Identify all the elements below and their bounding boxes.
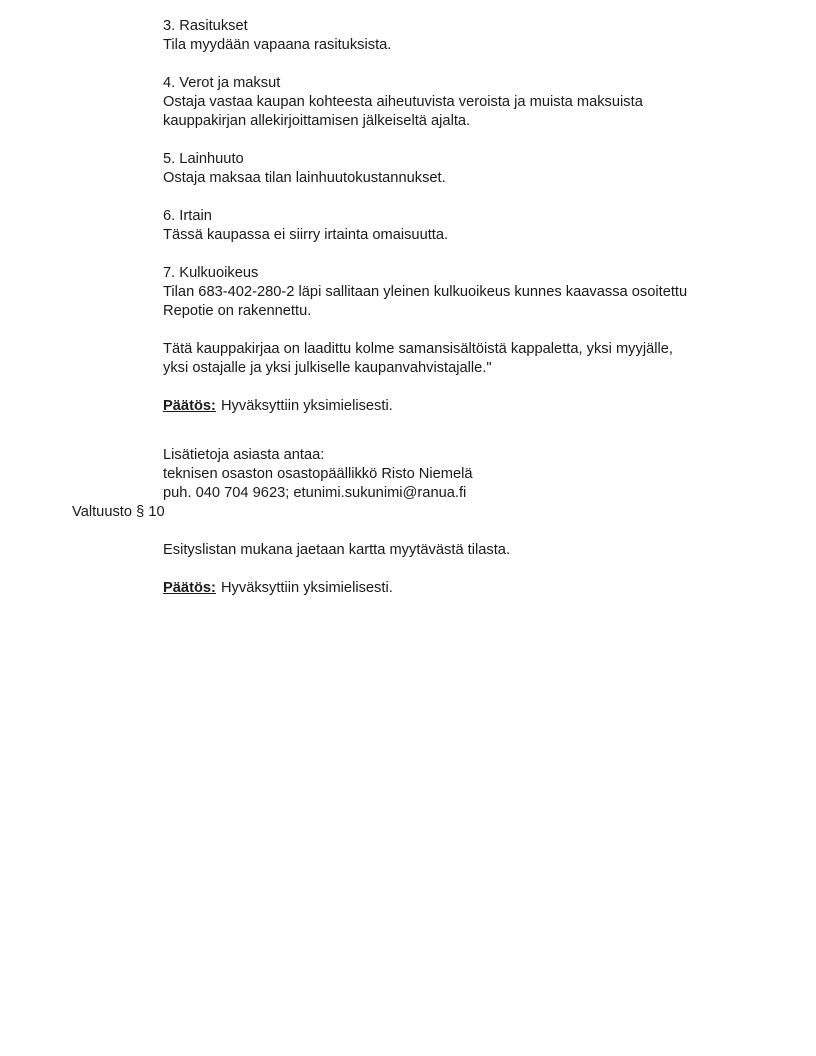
closing-text-line: Tätä kauppakirjaa on laadittu kolme samansisältöistä kappaletta, yksi myyjälle, <box>163 341 673 357</box>
contact-phone-email: puh. 040 704 9623; etunimi.sukunimi@ranua.fi <box>163 485 467 501</box>
section-lainhuuto <box>163 150 816 188</box>
section-heading: 5. Lainhuuto <box>163 151 244 167</box>
section-heading: 7. Kulkuoikeus <box>163 265 259 281</box>
section-heading: 6. Irtain <box>163 208 212 224</box>
decision-line-2 <box>163 579 816 598</box>
closing-text-line: yksi ostajalle ja yksi julkiselle kaupanvahvistajalle." <box>163 360 492 376</box>
margin-note-valtuusto <box>72 503 816 522</box>
contact-person: teknisen osaston osastopäällikkö Risto Niemelä <box>163 466 473 482</box>
section-irtain <box>163 207 816 245</box>
section-text-line: Tässä kaupassa ei siirry irtainta omaisuutta. <box>163 227 449 243</box>
decision-text: Hyväksyttiin yksimielisesti. <box>220 580 393 596</box>
section-text-line: Ostaja vastaa kaupan kohteesta aiheutuvista veroista ja muista maksuista <box>163 94 643 110</box>
closing-paragraph <box>163 340 816 378</box>
section-text-line: Repotie on rakennettu. <box>163 303 312 319</box>
section-heading: 4. Verot ja maksut <box>163 75 281 91</box>
margin-note-text: Valtuusto § 10 <box>72 504 165 520</box>
section-text-line: Tilan 683-402-280-2 läpi sallitaan yleinen kulkuoikeus kunnes kaavassa osoitettu <box>163 284 688 300</box>
decision-text: Hyväksyttiin yksimielisesti. <box>220 398 393 414</box>
section-text-line: Tila myydään vapaana rasituksista. <box>163 37 392 53</box>
decision-label: Päätös: <box>163 580 216 596</box>
contact-info <box>163 446 816 503</box>
attachment-note-text: Esityslistan mukana jaetaan kartta myytävästä tilasta. <box>163 542 511 558</box>
section-text-line: kauppakirjan allekirjoittamisen jälkeiseltä ajalta. <box>163 113 471 129</box>
decision-label: Päätös: <box>163 398 216 414</box>
section-heading: 3. Rasitukset <box>163 18 248 34</box>
section-verot-ja-maksut <box>163 74 816 131</box>
contact-intro: Lisätietoja asiasta antaa: <box>163 447 325 463</box>
attachment-note <box>163 541 816 560</box>
section-text-line: Ostaja maksaa tilan lainhuutokustannukset. <box>163 170 446 186</box>
section-rasitukset <box>163 17 816 55</box>
section-kulkuoikeus <box>163 264 816 321</box>
decision-line-1 <box>163 397 816 416</box>
